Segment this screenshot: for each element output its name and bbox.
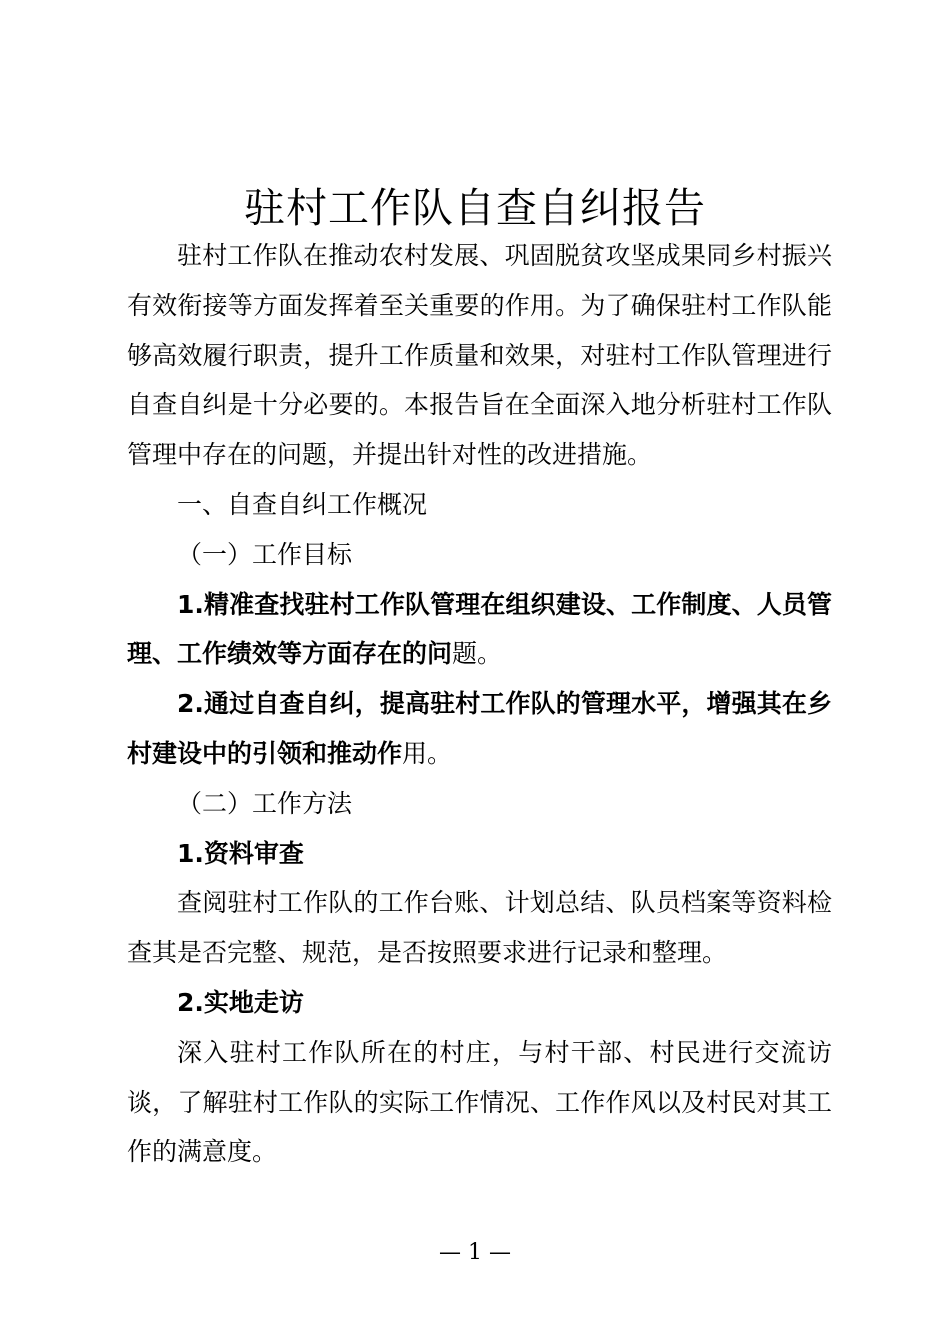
goal-item-2-tail: 用。: [402, 738, 453, 768]
goal-item-1-bold: 1.精准查找驻村工作队管理在组织建设、工作制度、人员管理、工作绩效等方面存在的问: [127, 589, 832, 669]
goal-item-1: [127, 580, 832, 680]
subsection-heading-goals: （一）工作目标: [177, 539, 353, 569]
method-heading-2: 2.实地走访: [177, 987, 304, 1017]
document-body: [127, 231, 832, 1177]
subsection-heading-methods: （二）工作方法: [177, 788, 353, 818]
intro-paragraph: 驻村工作队在推动农村发展、巩固脱贫攻坚成果同乡村振兴有效衔接等方面发挥着至关重要的作用。为了确保驻村工作队能够高效履行职责，提升工作质量和效果，对驻村工作队管理进行自查自纠是十分必要的。本报告旨在全面深入地分析驻村工作队管理中存在的问题，并提出针对性的改进措施。: [127, 241, 832, 470]
section-heading: 一、自查自纠工作概况: [177, 489, 428, 519]
goal-item-2-bold: 2.通过自查自纠，提高驻村工作队的管理水平，增强其在乡村建设中的引领和推动作: [127, 689, 832, 768]
method-body-2: 深入驻村工作队所在的村庄，与村干部、村民进行交流访谈，了解驻村工作队的实际工作情况、工作作风以及村民对其工作的满意度。: [127, 1037, 832, 1167]
method-body-1: 查阅驻村工作队的工作台账、计划总结、队员档案等资料检查其是否完整、规范，是否按照要求进行记录和整理。: [127, 888, 832, 968]
goal-item-1-tail: 题。: [452, 639, 503, 669]
document-title: 驻村工作队自查自纠报告: [244, 184, 706, 232]
goal-item-2: [127, 679, 832, 779]
method-heading-1: 1.资料审查: [177, 838, 304, 868]
page-number: — 1 —: [439, 1240, 511, 1265]
